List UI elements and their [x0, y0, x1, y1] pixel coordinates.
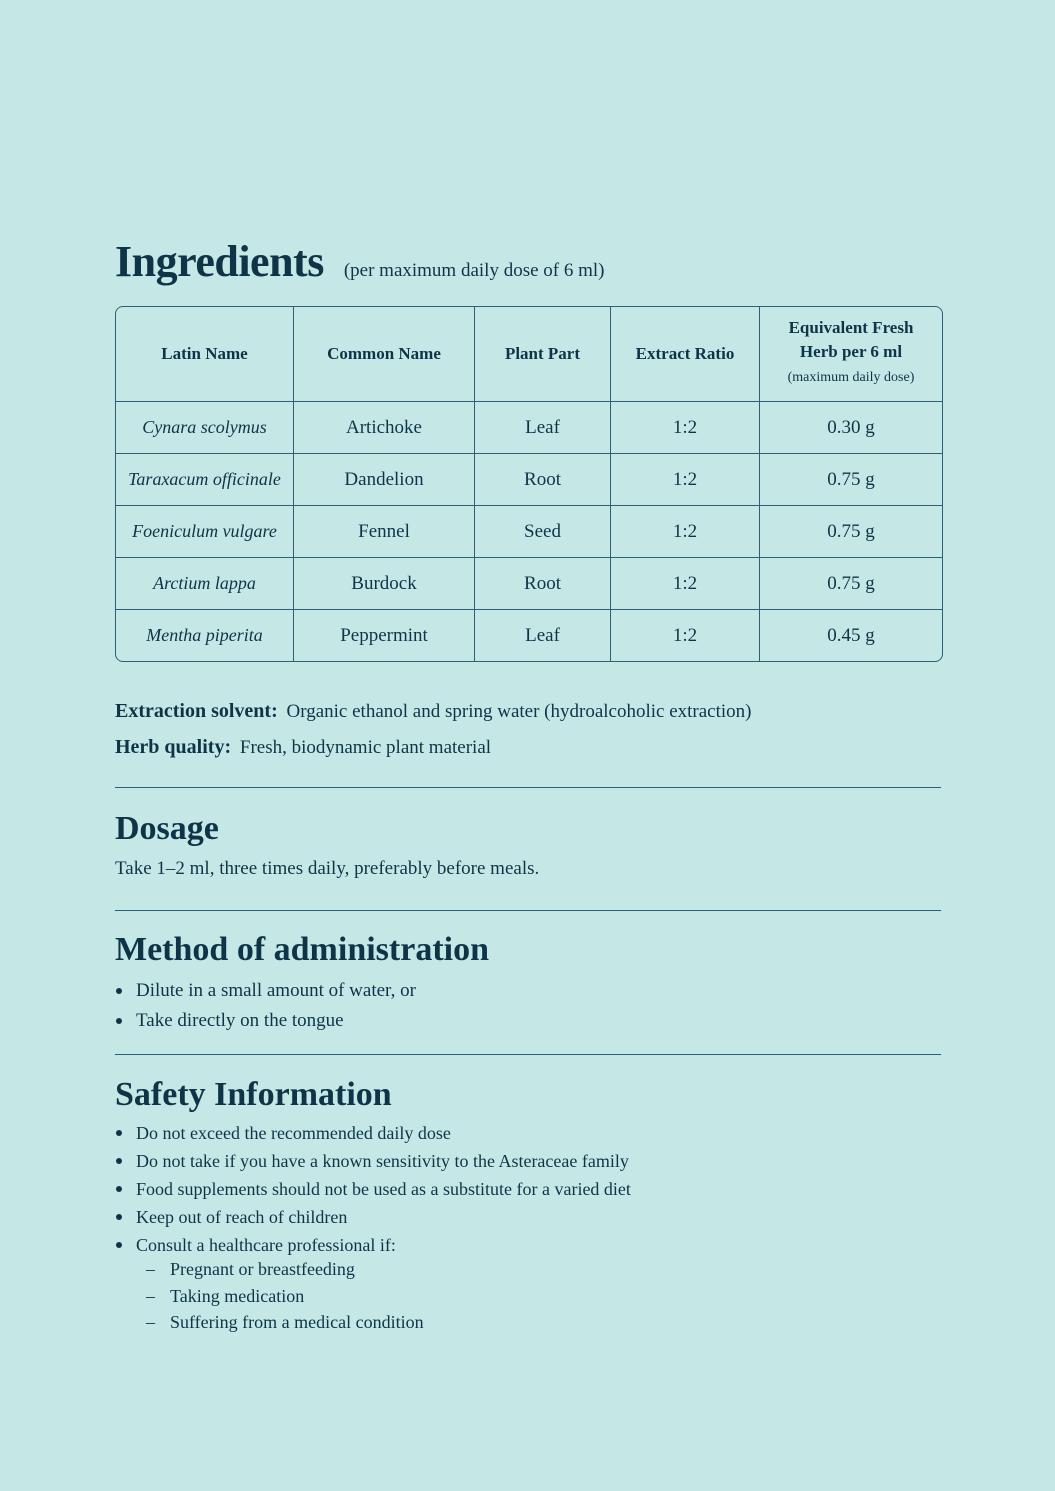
cell-part: Root — [475, 454, 611, 506]
cell-ratio: 1:2 — [611, 506, 760, 558]
header-equiv-note: (maximum daily dose) — [787, 370, 915, 385]
list-item: Consult a healthcare professional if: — [115, 1231, 631, 1259]
sub-list-item — [146, 1256, 424, 1283]
cell-amount: 0.45 g — [827, 624, 875, 646]
cell-part: Leaf — [475, 610, 611, 661]
dash-marker: – — [146, 1259, 155, 1279]
list-item: Keep out of reach of children — [115, 1203, 631, 1231]
cell-latin: Arctium lappa — [116, 558, 294, 610]
dash-marker: – — [146, 1285, 155, 1306]
sub-list-item — [146, 1283, 424, 1310]
cell-part: Seed — [475, 506, 611, 558]
herb-quality-label: Herb quality: — [115, 736, 232, 758]
method-list — [115, 976, 416, 1036]
cell-common: Fennel — [294, 506, 475, 558]
cell-ratio: 1:2 — [611, 454, 760, 506]
extraction-solvent-value: Organic ethanol and spring water (hydroalcoholic extraction) — [286, 701, 752, 722]
divider — [115, 787, 941, 788]
header-latin-name: Latin Name — [116, 307, 294, 402]
safety-sublist — [146, 1256, 424, 1336]
cell-ratio: 1:2 — [611, 402, 760, 454]
safety-title: Safety Information — [115, 1076, 392, 1113]
table-row — [116, 610, 942, 661]
herb-quality-value: Fresh, biodynamic plant material — [239, 737, 492, 758]
cell-common: Peppermint — [294, 610, 475, 661]
divider — [115, 1054, 941, 1055]
cell-latin: Foeniculum vulgare — [116, 506, 294, 558]
table-row — [116, 402, 942, 454]
sub-list-item-text: Pregnant or breastfeeding — [170, 1259, 355, 1279]
header-equiv-line2: Herb per 6 ml — [799, 342, 903, 361]
cell-common: Burdock — [294, 558, 475, 610]
dosage-title: Dosage — [115, 810, 219, 847]
cell-amount: 0.75 g — [760, 506, 942, 558]
table-header-row — [116, 307, 942, 402]
cell-amount: 0.30 g — [760, 402, 942, 454]
list-item: Food supplements should not be used as a substitute for a varied diet — [115, 1175, 631, 1203]
ingredients-subtitle: (per maximum daily dose of 6 ml) — [343, 260, 605, 281]
cell-amount: 0.75 g — [760, 454, 942, 506]
list-item: Take directly on the tongue — [115, 1006, 416, 1036]
dash-marker: – — [146, 1312, 155, 1332]
method-title: Method of administration — [115, 931, 489, 968]
header-extract-ratio: Extract Ratio — [611, 307, 760, 402]
cell-amount: 0.75 g — [760, 558, 942, 610]
extraction-solvent-label: Extraction solvent: — [115, 700, 278, 722]
header-equivalent-fresh-herb — [760, 307, 942, 402]
header-plant-part: Plant Part — [475, 307, 611, 402]
cell-latin: Cynara scolymus — [116, 402, 294, 454]
dosage-text: Take 1–2 ml, three times daily, preferably before meals. — [115, 858, 540, 879]
header-common-name: Common Name — [294, 307, 475, 402]
cell-latin: Taraxacum officinale — [116, 454, 294, 506]
sub-list-item-text: Suffering from a medical condition — [170, 1312, 424, 1332]
ingredients-table — [115, 306, 943, 662]
extraction-solvent — [115, 700, 752, 723]
table-row — [116, 506, 942, 558]
cell-common: Artichoke — [294, 402, 475, 454]
table-row — [116, 558, 942, 610]
ingredients-heading — [115, 236, 605, 287]
cell-part: Leaf — [475, 402, 611, 454]
herb-quality — [115, 736, 491, 759]
cell-common: Dandelion — [294, 454, 475, 506]
cell-part: Root — [475, 558, 611, 610]
list-item: Dilute in a small amount of water, or — [115, 976, 416, 1006]
header-equiv-line1: Equivalent Fresh — [788, 318, 914, 337]
divider — [115, 910, 941, 911]
cell-latin: Mentha piperita — [116, 610, 294, 661]
table-row — [116, 454, 942, 506]
cell-ratio: 1:2 — [611, 558, 760, 610]
list-item: Do not take if you have a known sensitivity to the Asteraceae family — [115, 1147, 631, 1175]
sub-list-item-text: Taking medication — [170, 1285, 305, 1306]
cell-ratio: 1:2 — [611, 610, 760, 661]
sub-list-item — [146, 1309, 424, 1336]
safety-list — [115, 1119, 631, 1259]
ingredients-title: Ingredients — [115, 237, 324, 286]
list-item: Do not exceed the recommended daily dose — [115, 1119, 631, 1147]
